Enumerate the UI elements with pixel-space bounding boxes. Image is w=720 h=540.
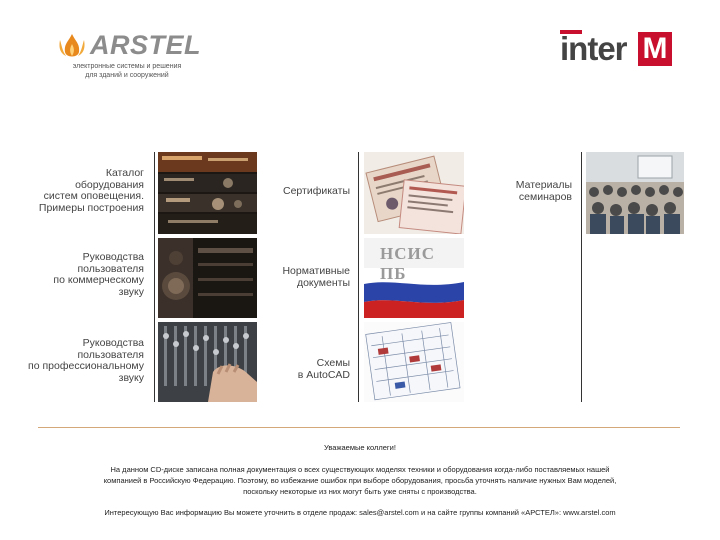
menu-manual-professional-link[interactable] xyxy=(4,338,144,384)
menu-manual-commercial-line4: звуку xyxy=(118,285,144,298)
menu-schemes-line2: в AutoCAD xyxy=(297,368,350,381)
menu-seminars-line1: Материалы xyxy=(515,179,572,191)
mixing-console-image xyxy=(158,322,257,402)
menu-normative-line2: документы xyxy=(296,276,350,289)
footer-para1-line2: компанией в Российскую Федерацию. Поэтому, во избежание ошибок при выборе оборудования, просьба уточнять наличие нужных Вам моделей, xyxy=(103,476,617,485)
normative-thumb-caption: НСИС ПБ xyxy=(380,244,435,283)
footer-greeting: Уважаемые коллеги! xyxy=(324,443,396,452)
menu-manual-professional-line1: Руководства xyxy=(82,337,144,349)
menu-normative-line1: Нормативные xyxy=(282,265,350,277)
menu-manual-commercial-line2: пользователя xyxy=(77,262,144,275)
thumb-commercial-audio[interactable] xyxy=(158,238,257,318)
thumb-normative[interactable] xyxy=(364,238,464,318)
certificates-image xyxy=(364,152,464,234)
menu-catalog-line1: Каталог xyxy=(105,167,144,179)
menu-certificates-link[interactable] xyxy=(250,186,350,198)
equipment-rack-image xyxy=(158,152,257,234)
arstel-tagline xyxy=(52,62,202,80)
seminar-audience-image xyxy=(586,152,684,234)
thumb-seminars[interactable] xyxy=(586,152,684,234)
arstel-tagline-line1: электронные системы и решения xyxy=(72,63,182,70)
column-line-2 xyxy=(358,152,359,402)
menu-seminars-link[interactable] xyxy=(470,180,572,203)
menu-normative-link[interactable] xyxy=(250,266,350,289)
commercial-audio-image xyxy=(158,238,257,318)
footer-para1-line1: На данном CD-диске записана полная документация о всех существующих моделях техники и оборудования когда-либо поставляемых нашей xyxy=(110,465,610,474)
arstel-flame-icon xyxy=(56,32,88,62)
column-line-3 xyxy=(581,152,582,402)
menu-manual-commercial-link[interactable] xyxy=(10,252,144,298)
menu-schemes-line1: Схемы xyxy=(316,357,350,369)
menu-manual-professional-line4: звуку xyxy=(118,371,144,384)
menu-catalog-line2: оборудования xyxy=(75,178,144,191)
menu-seminars-line2: семинаров xyxy=(518,190,572,203)
menu-certificates-line1: Сертификаты xyxy=(283,185,350,197)
menu-catalog-line4: Примеры построения xyxy=(38,201,144,214)
menu-catalog-link[interactable] xyxy=(10,168,144,214)
column-line-1 xyxy=(154,152,155,402)
interm-m-block: M xyxy=(638,32,672,66)
footer-divider xyxy=(38,427,680,428)
menu-catalog-line3: систем оповещения. xyxy=(43,190,144,202)
interm-logo xyxy=(552,26,682,66)
arstel-wordmark: ARSTEL xyxy=(90,30,201,60)
menu-manual-commercial-line3: по коммерческому xyxy=(53,274,144,286)
thumb-mixing-console[interactable] xyxy=(158,322,257,402)
arstel-tagline-line2: для зданий и сооружений xyxy=(85,72,169,79)
thumb-equipment-rack[interactable] xyxy=(158,152,257,234)
menu-manual-professional-line2: пользователя xyxy=(77,348,144,361)
menu-manual-professional-line3: по профессиональному xyxy=(28,360,144,372)
menu-manual-commercial-line1: Руководства xyxy=(82,251,144,263)
thumb-autocad-schemes[interactable] xyxy=(364,322,464,402)
interm-wordmark: inter xyxy=(560,30,627,67)
autocad-schemes-image xyxy=(364,322,464,402)
arstel-logo xyxy=(56,28,206,64)
menu-schemes-link[interactable] xyxy=(250,358,350,381)
thumb-certificates[interactable] xyxy=(364,152,464,234)
footer-para2: Интересующую Вас информацию Вы можете уточнить в отделе продаж: sales@arstel.com и на сайте группы компаний «АРСТЕЛ»: www.arstel.com xyxy=(104,508,616,517)
footer-para1-line3: поскольку некоторые из них могут быть уже сняты с производства. xyxy=(243,487,477,496)
